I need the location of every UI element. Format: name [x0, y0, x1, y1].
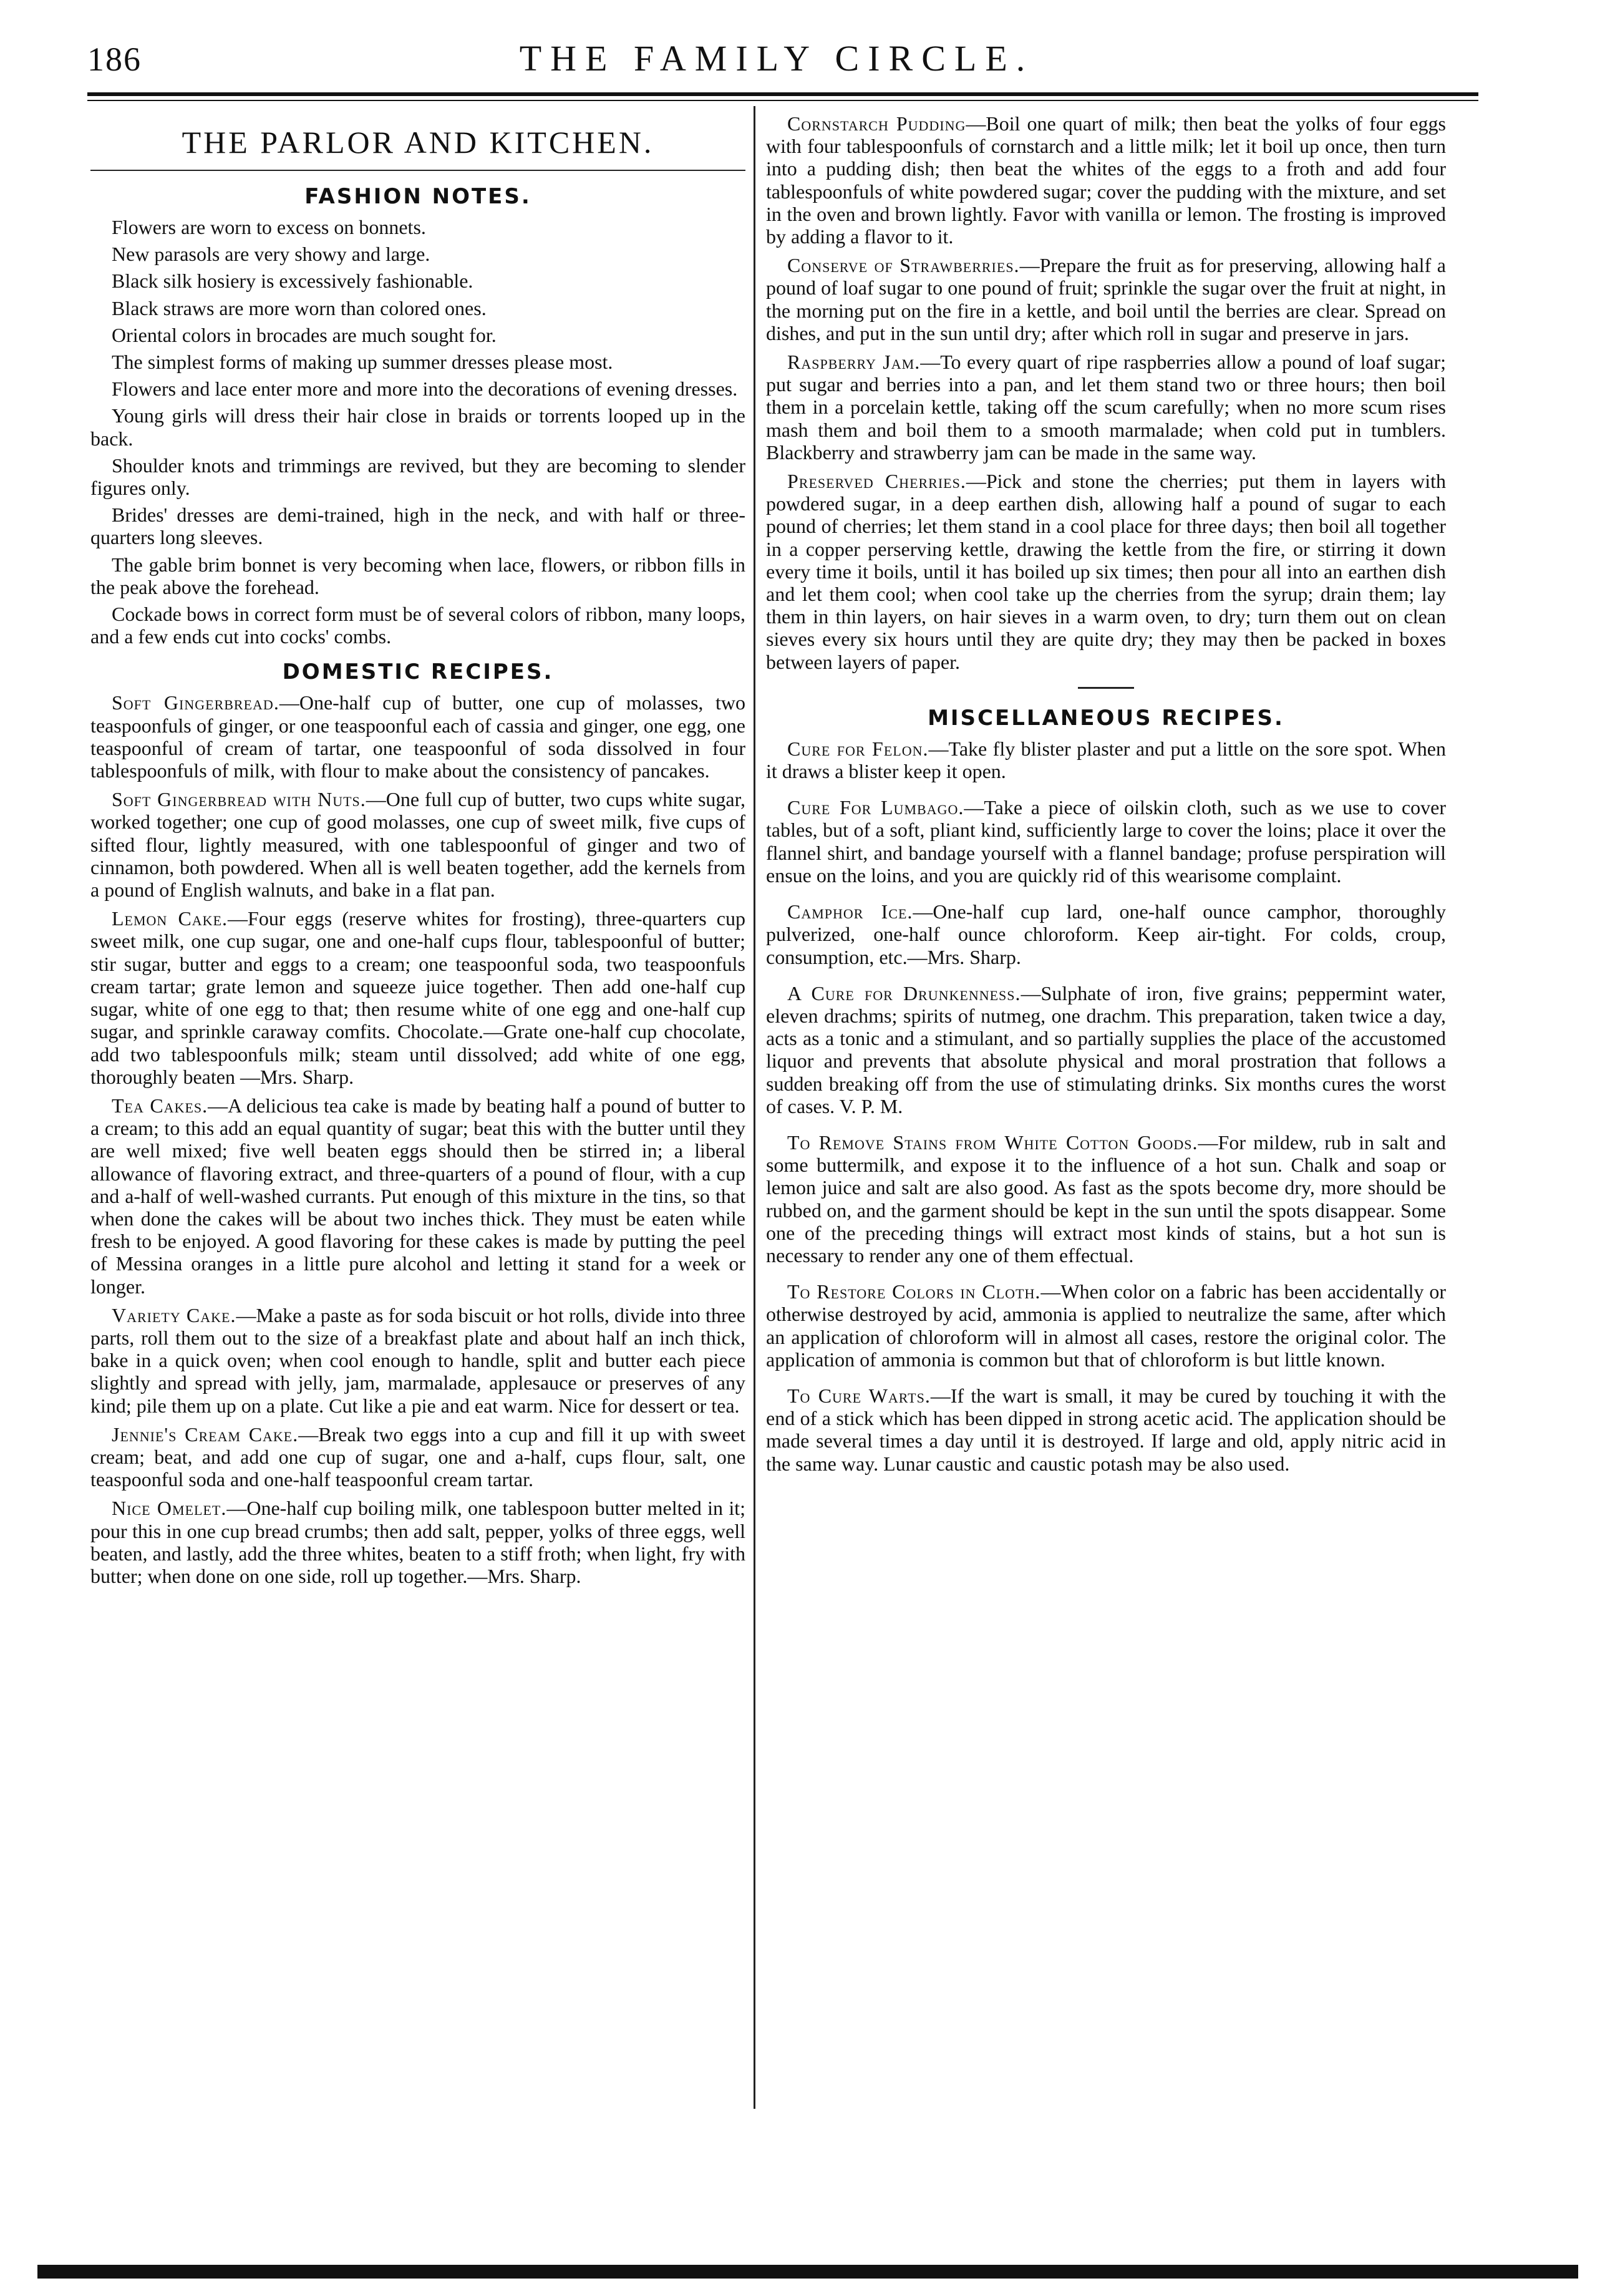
recipe-text: —One-half cup lard, one-half ounce camphor, thoroughly pulverized, one-half ounce chloroform. Keep air-tight. For colds, croup, consumption, etc.—Mrs. Sharp. — [766, 900, 1447, 968]
fashion-notes-list — [90, 216, 745, 648]
miscellaneous-recipes-heading: MISCELLANEOUS RECIPES. — [928, 705, 1284, 731]
domestic-recipes-heading: DOMESTIC RECIPES. — [282, 659, 554, 685]
recipe-entry — [90, 1423, 745, 1491]
recipe-entry — [90, 788, 745, 901]
recipe-text: —Boil one quart of milk; then beat the yolks of four eggs with four tablespoonfuls of cornstarch and a little milk; let it boil up once, then turn into a pudding dish; then beat the whites of the eggs to a froth and add four tablespoonfuls of white powdered sugar; cover the pudding with the mixture, and set in the oven and brown lightly. Favor with vanilla or lemon. The frosting is improved by adding a flavor to it. — [766, 112, 1447, 248]
fashion-note: Black straws are more worn than colored ones. — [112, 296, 487, 319]
recipe-text: —For mildew, rub in salt and some buttermilk, and expose it to the influence of a hot sun. Chalk and soap or lemon juice and salt are also good. As fast as the spots become dry, more should be rubbed on, and the garment should be kept in the sun until the spots disappear. Some one of the preceding things will extract most kinds of stains, but a hot sun is necessary to render any one of them effectual. — [766, 1131, 1447, 1267]
recipe-title: To Restore Colors in Cloth. — [787, 1280, 1041, 1303]
page-number: 186 — [87, 41, 142, 78]
recipe-text: —Take a piece of oilskin cloth, such as we use to cover tables, but of a soft, pliant kind, sufficiently large to cover the loins; place it over the flannel shirt, and bandage yourself with a flannel bandage; profuse perspiration will ensue on the loins, and you are quickly rid of this wearisome complaint. — [766, 796, 1446, 887]
recipe-title: To Remove Stains from White Cotton Goods. — [787, 1131, 1198, 1154]
recipe-text: —Break two eggs into a cup and fill it up with sweet cream; beat, and add one cup of sugar, one and a-half, cups flour, salt, one teaspoonful soda and one-half teaspoonful cream tartar. — [90, 1423, 745, 1491]
recipe-title: Soft Gingerbread. — [112, 691, 279, 714]
domestic-recipes-right — [766, 112, 1446, 673]
department-title: THE PARLOR AND KITCHEN. — [182, 125, 654, 160]
recipe-text: —If the wart is small, it may be cured by touching it with the end of a stick which has been dipped in strong acetic acid. The application should be made several times a day until it is destroyed. If large and old, apply nitric acid in the same way. Lunar caustic and caustic potash may be also used. — [766, 1384, 1447, 1475]
recipe-title: Cure For Lumbago. — [787, 796, 964, 819]
recipe-entry — [766, 470, 1446, 673]
header-rule-thin — [87, 100, 1478, 101]
fashion-note: Flowers are worn to excess on bonnets. — [112, 216, 426, 238]
recipe-entry — [90, 1497, 745, 1587]
recipe-title: Lemon Cake. — [112, 907, 228, 930]
recipe-title: Jennie's Cream Cake. — [112, 1423, 299, 1446]
recipe-title: Tea Cakes. — [112, 1094, 208, 1117]
recipe-text: —Take fly blister plaster and put a little on the sore spot. When it draws a blister keep it open. — [766, 737, 1447, 783]
header-rule — [87, 92, 1478, 96]
recipe-title: Cornstarch Pudding — [787, 112, 966, 135]
recipe-text: —One-half cup boiling milk, one tablespoon butter melted in it; pour this in one cup bread crumbs; then add salt, pepper, yolks of three eggs, well beaten, and lastly, add the three whites, beaten to a stiff froth; when light, fry with butter; when done on one side, roll up together.—Mrs. Sharp. — [90, 1497, 745, 1587]
recipe-text: —Four eggs (reserve whites for frosting), three-quarters cup sweet milk, one cup sugar, one and one-half cups flour, tablespoonful of butter; stir sugar, butter and eggs to a cream; one teaspoonful soda, two teaspoonfuls cream tartar; grate lemon and squeeze juice together. Then add one-half cup sugar, white of one egg to that; then resume white of one egg and one-half cup sugar, and sprinkle caraway comfits. Chocolate.—Grate one-half cup chocolate, add two tablespoonfuls milk; steam until dissolved; add white of one egg, thoroughly beaten —Mrs. Sharp. — [90, 907, 745, 1088]
running-title: THE FAMILY CIRCLE. — [519, 38, 1034, 79]
column-divider — [754, 106, 755, 2109]
recipe-entry — [766, 351, 1446, 464]
recipe-text: —When color on a fabric has been accidentally or otherwise destroyed by acid, ammonia is applied to neutralize the same, after which an application of chloroform will in almost all cases, restore the original color. The application of ammonia is common but that of chloroform is but little known. — [766, 1280, 1446, 1371]
recipe-title: Preserved Cherries. — [787, 470, 966, 493]
fashion-note: New parasols are very showy and large. — [112, 243, 430, 266]
recipe-entry — [90, 907, 745, 1088]
recipe-entry — [766, 254, 1446, 344]
department-rule — [90, 170, 745, 171]
recipe-text: —One full cup of butter, two cups white sugar, worked together; one cup of good molasses, one cup of sweet milk, five cups of sifted flour, lightly measured, with one tablespoonful of ginger and two of cinnamon, both powdered. When all is well beaten together, add the kernels from a pound of English walnuts, and bake in a flat pan. — [90, 788, 745, 902]
recipe-entry — [766, 737, 1446, 782]
recipe-title: Conserve of Strawberries. — [787, 254, 1020, 277]
domestic-recipes-left — [90, 691, 745, 1587]
recipe-title: Variety Cake. — [112, 1303, 236, 1326]
recipe-title: Cure for Felon. — [787, 737, 929, 760]
recipe-entry — [90, 1094, 745, 1298]
recipe-text: —A delicious tea cake is made by beating half a pound of butter to a cream; to this add an equal quantity of sugar; beat this with the butter until they are well mixed; five well beaten eggs should then be stirred in; a liberal allowance of flavoring extract, and three-quarters of a pound of flour, with a cup and a-half of well-washed currants. Put enough of this mixture in the tins, so that when done the cakes will be about two inches thick. They must be eaten while fresh to be enjoyed. A good flavoring for these cakes is made by putting the peel of Messina oranges in a little pure alcohol and letting it stand for a week or longer. — [90, 1094, 745, 1298]
recipe-entry — [766, 1131, 1446, 1267]
recipe-text: —Prepare the fruit as for preserving, allowing half a pound of loaf sugar to one pound of fruit; sprinkle the sugar over the fruit at night, in the morning put on the fire in a kettle, and boil until the berries are clear. Spread on dishes, and put in the sun until dry; after which roll in sugar and preserve in jars. — [766, 254, 1446, 344]
miscellaneous-recipes-list — [766, 737, 1446, 1475]
bottom-border — [37, 2265, 1578, 2279]
fashion-notes-heading: FASHION NOTES. — [304, 184, 531, 209]
fashion-note: Shoulder knots and trimmings are revived, but they are becoming to slender figures only. — [90, 454, 745, 500]
recipe-text: —To every quart of ripe raspberries allow a pound of loaf sugar; put sugar and berries into a pan, and let them stand two or three hours; then boil them in a porcelain kettle, taking off the scum carefully; when no more scum rises mash them and boil them to a smooth marmalade; when cold put in tumblers. Blackberry and strawberry jam can be made in the same way. — [766, 351, 1446, 464]
section-divider-rule — [1078, 687, 1134, 689]
fashion-note: Black silk hosiery is excessively fashionable. — [112, 270, 473, 293]
fashion-note: The simplest forms of making up summer dresses please most. — [112, 351, 613, 374]
recipe-text: —Pick and stone the cherries; put them in layers with powdered sugar, in a deep earthen dish, allowing half a pound of sugar to each pound of cherries; let them stand in a cool place for three days; then boil all together in a copper perserving kettle, drawing the kettle from the fire, or stirring it down every time it boils, until it has boiled up six times; then pour all into an earthen dish and let them cool; when cool take up the cherries from the syrup; drain them; lay them in thin layers, on hair sieves in a warm oven, to dry; turn them out on clean sieves every six hours until they are quite dry; they may then be packed in boxes between layers of paper. — [766, 470, 1446, 673]
recipe-entry — [90, 691, 745, 782]
recipe-title: Soft Gingerbread with Nuts. — [112, 788, 366, 811]
right-column — [766, 112, 1446, 1489]
recipe-text: —One-half cup of butter, one cup of molasses, two teaspoonfuls of ginger, or one teaspoonful each of cassia and ginger, one egg, one teaspoonful of cream of tartar, one teaspoonful of soda dissolved in four tablespoonfuls of milk, with flour to make about the consistency of pancakes. — [90, 691, 745, 782]
fashion-note: Brides' dresses are demi-trained, high in the neck, and with half or three- quarters long sleeves. — [90, 503, 745, 549]
recipe-entry — [766, 982, 1446, 1117]
recipe-entry — [766, 1280, 1446, 1371]
recipe-title: To Cure Warts. — [787, 1384, 931, 1407]
recipe-entry — [766, 1384, 1446, 1475]
fashion-note: Flowers and lace enter more and more into the decorations of evening dresses. — [112, 377, 738, 401]
recipe-title: Raspberry Jam. — [787, 351, 921, 374]
fashion-note: Young girls will dress their hair close in braids or torrents looped up in the back. — [90, 404, 745, 450]
recipe-title: Nice Omelet. — [112, 1497, 227, 1520]
recipe-entry — [766, 900, 1446, 968]
fashion-note: The gable brim bonnet is very becoming when lace, flowers, or ribbon fills in the peak above the forehead. — [90, 553, 745, 598]
left-column — [90, 112, 745, 1593]
recipe-title: Camphor Ice. — [787, 900, 913, 923]
recipe-entry — [766, 796, 1446, 887]
recipe-entry — [766, 112, 1446, 248]
page-header — [87, 32, 1466, 89]
fashion-note: Cockade bows in correct form must be of several colors of ribbon, many loops, and a few ends cut into cocks' combs. — [90, 603, 745, 648]
recipe-entry — [90, 1304, 745, 1417]
recipe-text: —Make a paste as for soda biscuit or hot rolls, divide into three parts, roll them out to the size of a breakfast plate and about half an inch thick, bake in a quick oven; when cool enough to handle, split and butter each piece slightly and spread with jelly, jam, marmalade, applesauce or preserves of any kind; pile them up on a plate. Cut like a pie and eat warm. Nice for dessert or tea. — [90, 1303, 746, 1417]
recipe-text: —Sulphate of iron, five grains; peppermint water, eleven drachms; spirits of nutmeg, one drachm. This preparation, taken twice a day, acts as a tonic and a stimulant, and so partially supplies the place of the accustomed liquor and prevents that absolute physical and moral prostration that follows a sudden breaking off from the use of stimulating drinks. Six months cures the worst of cases. V. P. M. — [766, 981, 1447, 1117]
fashion-note: Oriental colors in brocades are much sought for. — [112, 323, 497, 346]
recipe-title: A Cure for Drunkenness. — [787, 981, 1021, 1004]
